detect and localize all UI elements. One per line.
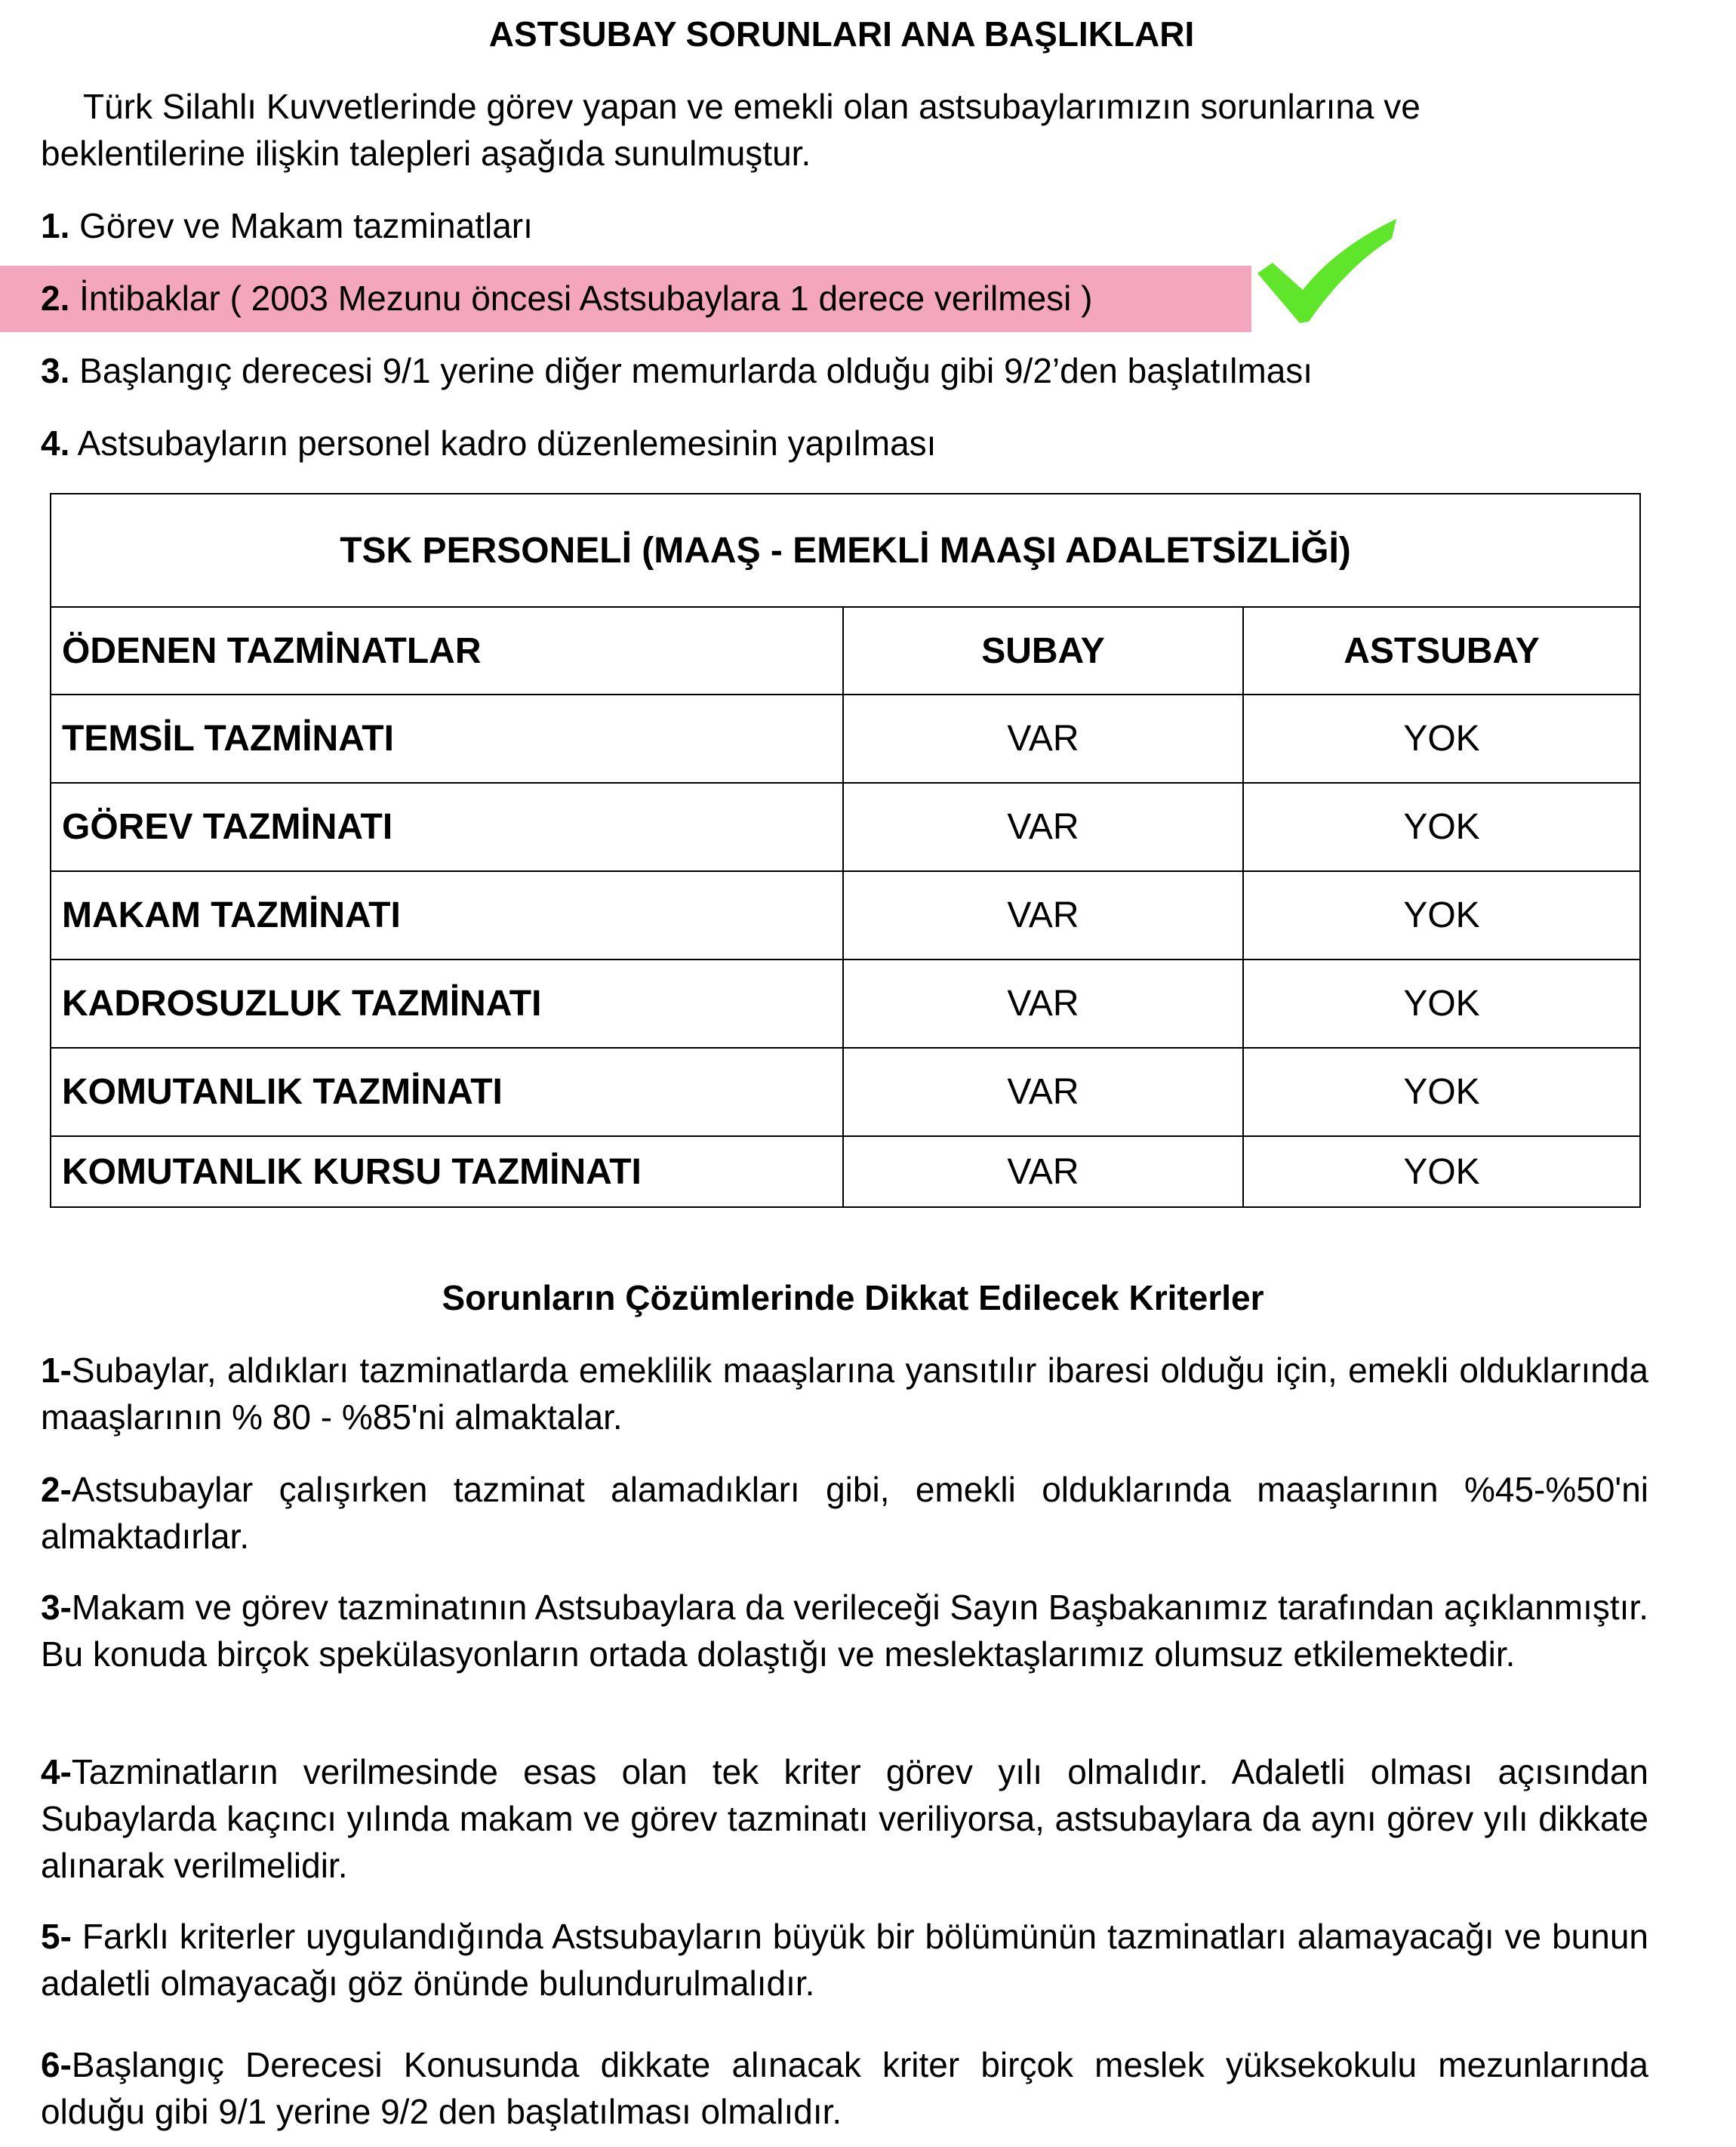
criteria-item [41,1347,1648,1440]
item-text: Başlangıç derecesi 9/1 yerine diğer memurlarda olduğu gibi 9/2’den başlatılması [69,351,1313,390]
criteria-item [41,1466,1648,1560]
table-row [51,1048,1640,1136]
item-number: 2. [41,279,70,318]
green-checkmark-icon [1253,213,1402,325]
subay-value: VAR [843,783,1243,871]
column-header: ÖDENEN TAZMİNATLAR [51,607,843,695]
item-text: Görev ve Makam tazminatları [69,206,533,245]
allowance-name: KOMUTANLIK TAZMİNATI [51,1048,843,1136]
item-number: 1. [41,206,70,245]
criteria-text: Farklı kriterler uygulandığında Astsubayların büyük bir bölümünün tazminatları alamayacağı ve bunun adaletli olmayacağı göz önünde bulundurulmalıdır. [41,1917,1648,2003]
table-row [51,783,1640,871]
allowance-table [50,493,1641,1208]
item-number: 3. [41,351,70,390]
criteria-item [41,2041,1648,2135]
subay-value: VAR [843,1136,1243,1207]
criteria-number: 1- [41,1351,72,1390]
criteria-item [41,1748,1648,1889]
item-number: 4. [41,424,70,463]
astsubay-value: YOK [1243,783,1640,871]
allowance-name: KADROSUZLUK TAZMİNATI [51,960,843,1048]
column-header: ASTSUBAY [1243,607,1640,695]
criteria-text: Astsubaylar çalışırken tazminat alamadıkları gibi, emekli olduklarında maaşlarının %45-%50'ni almaktadırlar. [41,1470,1648,1556]
allowance-name: TEMSİL TAZMİNATI [51,695,843,783]
table-row [51,1136,1640,1207]
column-header: SUBAY [843,607,1243,695]
subay-value: VAR [843,871,1243,960]
intro-paragraph: Türk Silahlı Kuvvetlerinde görev yapan ve emekli olan astsubaylarımızın sorunlarına ve beklentilerine ilişkin talepleri aşağıda sunulmuştur. [41,87,1421,173]
criteria-title: Sorunların Çözümlerinde Dikkat Edilecek Kriterler [442,1278,1264,1317]
page-title: ASTSUBAY SORUNLARI ANA BAŞLIKLARI [488,14,1195,54]
subay-value: VAR [843,960,1243,1048]
criteria-number: 5- [41,1917,72,1956]
list-item [41,202,533,249]
criteria-text: Tazminatların verilmesinde esas olan tek kriter görev yılı olmalıdır. Adaletli olması açısından Subaylarda kaçıncı yılında makam ve görev tazminatı veriliyorsa, astsubaylara da aynı görev yılı dikkate alınarak verilmelidir. [41,1752,1648,1885]
allowance-name: MAKAM TAZMİNATI [51,871,843,960]
list-item [41,347,1313,394]
table-title: TSK PERSONELİ (MAAŞ - EMEKLİ MAAŞI ADALETSİZLİĞİ) [51,494,1640,607]
criteria-text: Subaylar, aldıkları tazminatlarda emeklilik maaşlarına yansıtılır ibaresi olduğu için, emekli olduklarında maaşlarının % 80 - %85'ni almaktalar. [41,1351,1648,1437]
criteria-text: Başlangıç Derecesi Konusunda dikkate alınacak kriter birçok meslek yüksekokulu mezunlarında olduğu gibi 9/1 yerine 9/2 den başlatılması olmalıdır. [41,2045,1648,2131]
table-row [51,960,1640,1048]
criteria-number: 3- [41,1588,72,1627]
astsubay-value: YOK [1243,1136,1640,1207]
astsubay-value: YOK [1243,871,1640,960]
criteria-number: 2- [41,1470,72,1509]
criteria-item [41,1913,1648,2007]
criteria-text: Makam ve görev tazminatının Astsubaylara da verileceği Sayın Başbakanımız tarafından açıklanmıştır. Bu konuda birçok spekülasyonların ortada dolaştığı ve meslektaşlarımız olumsuz etkilemektedir. [41,1588,1648,1674]
table-row [51,871,1640,960]
criteria-number: 6- [41,2045,72,2084]
astsubay-value: YOK [1243,960,1640,1048]
subay-value: VAR [843,1048,1243,1136]
table-header-row [51,607,1640,695]
astsubay-value: YOK [1243,1048,1640,1136]
allowance-name: GÖREV TAZMİNATI [51,783,843,871]
astsubay-value: YOK [1243,695,1640,783]
criteria-number: 4- [41,1752,72,1791]
item-text: İntibaklar ( 2003 Mezunu öncesi Astsubaylara 1 derece verilmesi ) [69,279,1093,318]
table-row [51,695,1640,783]
list-item [41,420,936,467]
item-text: Astsubayların personel kadro düzenlemesinin yapılması [69,424,937,463]
table-title-row [51,494,1640,607]
allowance-name: KOMUTANLIK KURSU TAZMİNATI [51,1136,843,1207]
criteria-item [41,1584,1648,1677]
list-item [41,275,1093,322]
subay-value: VAR [843,695,1243,783]
